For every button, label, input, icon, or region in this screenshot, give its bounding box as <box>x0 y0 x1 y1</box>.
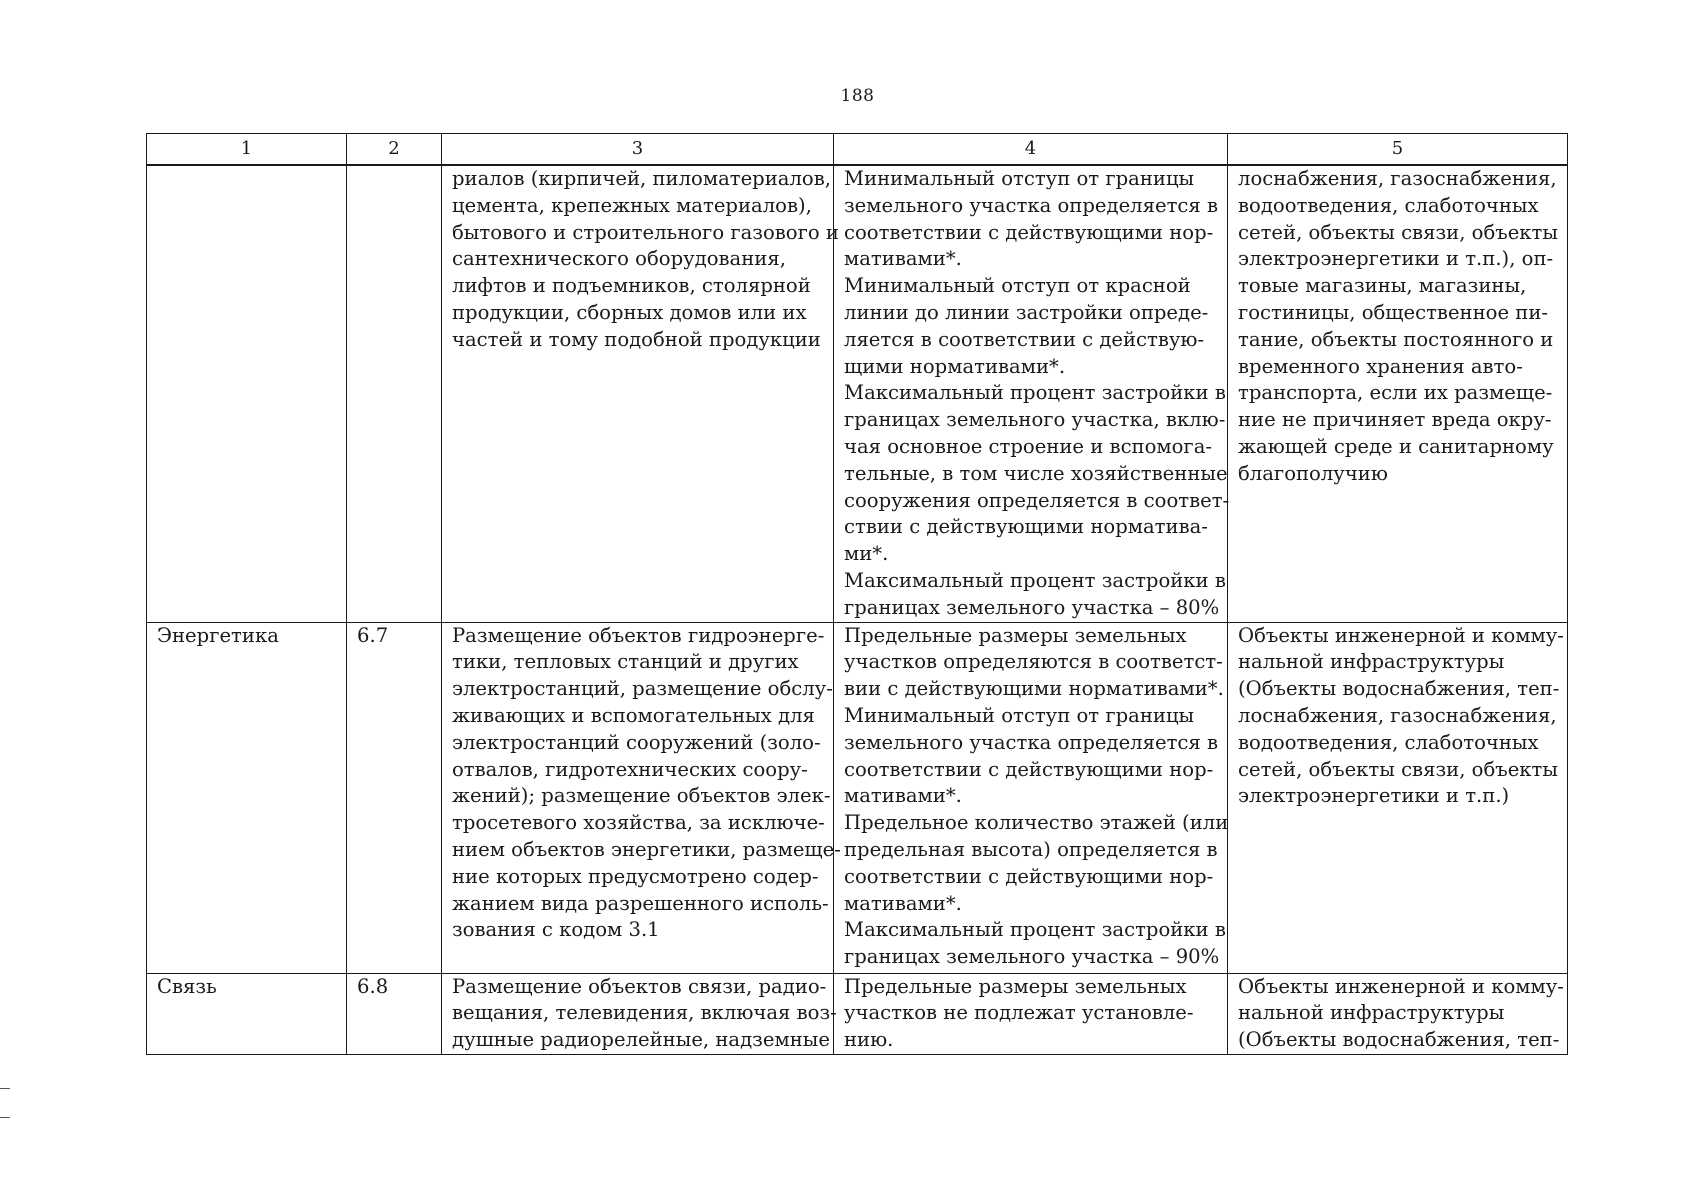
table-cell-col-2 <box>347 622 442 973</box>
cell-text-line: нию. <box>844 1028 894 1052</box>
cell-text-line: лоснабжения, газоснабжения, <box>1238 703 1557 727</box>
cell-text-line: водоотведения, слаботочных <box>1238 193 1539 217</box>
cell-text-line: бытового и строительного газового и <box>452 220 839 244</box>
scan-edge-mark <box>0 1088 10 1089</box>
table-cell-col-5 <box>1228 973 1568 1054</box>
cell-text-line: зования с кодом 3.1 <box>452 918 660 942</box>
cell-text-line: электростанций, размещение обслу- <box>452 677 833 701</box>
table-cell-col-4 <box>834 622 1228 973</box>
table-row-continuation <box>147 165 1568 622</box>
cell-text-line: чая основное строение и вспомога- <box>844 434 1213 458</box>
page-number: 188 <box>840 86 875 106</box>
cell-text-line: тики, тепловых станций и других <box>452 650 799 674</box>
table-row-energetika <box>147 622 1568 973</box>
table-cell-col-2 <box>347 165 442 622</box>
column-header-4: 4 <box>834 134 1228 166</box>
cell-text-line: гостиницы, общественное пи- <box>1238 300 1549 324</box>
cell-text-line: Предельное количество этажей (или <box>844 811 1229 835</box>
cell-text-line: Предельные размеры земельных <box>844 974 1187 998</box>
cell-text-line: Размещение объектов связи, радио- <box>452 974 827 998</box>
table-cell-col-4 <box>834 165 1228 622</box>
cell-text-line: щими нормативами*. <box>844 354 1066 378</box>
table-cell-col-5 <box>1228 165 1568 622</box>
cell-text-line: мативами*. <box>844 891 962 915</box>
cell-text-line: жающей среде и санитарному <box>1238 434 1554 458</box>
cell-text-line: сетей, объекты связи, объекты <box>1238 757 1558 781</box>
cell-text-line: линии до линии застройки опреде- <box>844 300 1209 324</box>
cell-text-line: благополучию <box>1238 461 1388 485</box>
cell-text-line: ние не причиняет вреда окру- <box>1238 408 1552 432</box>
cell-text-line: нальной инфраструктуры <box>1238 650 1505 674</box>
cell-text-line: Максимальный процент застройки в <box>844 381 1226 405</box>
cell-text-line: Минимальный отступ от границы <box>844 703 1195 727</box>
column-header-1: 1 <box>147 134 347 166</box>
cell-text-line: нием объектов энергетики, размеще- <box>452 837 841 861</box>
table-cell-col-3 <box>442 622 841 973</box>
cell-text-line: электростанций сооружений (золо- <box>452 730 821 754</box>
cell-text-line: соответствии с действующими нор- <box>844 220 1214 244</box>
cell-text-line: временного хранения авто- <box>1238 354 1523 378</box>
cell-text-line: отвалов, гидротехнических соору- <box>452 757 808 781</box>
table-cell-col-3 <box>442 973 837 1054</box>
cell-text-line: частей и тому подобной продукции <box>452 327 821 351</box>
table-cell-col-1 <box>147 622 347 973</box>
cell-text-line: сетей, объекты связи, объекты <box>1238 220 1558 244</box>
cell-text-line: транспорта, если их размеще- <box>1238 381 1553 405</box>
cell-text-line: электроэнергетики и т.п.) <box>1238 784 1510 808</box>
cell-text-line: Предельные размеры земельных <box>844 623 1187 647</box>
cell-text-line: душные радиорелейные, надземные <box>452 1028 830 1052</box>
cell-text-line: мативами*. <box>844 247 962 271</box>
cell-text-line: мативами*. <box>844 784 962 808</box>
cell-text-line: жанием вида разрешенного исполь- <box>452 891 829 915</box>
table-row-svyaz <box>147 973 1568 1054</box>
cell-text-line: тросетевого хозяйства, за исключе- <box>452 811 825 835</box>
table-cell-col-4 <box>834 973 1228 1054</box>
table-cell-col-3 <box>442 165 839 622</box>
cell-text-line: границах земельного участка, вклю- <box>844 408 1226 432</box>
cell-text-line: тание, объекты постоянного и <box>1238 327 1554 351</box>
cell-text-line: Минимальный отступ от границы <box>844 167 1195 190</box>
cell-text-line: сооружения определяется в соответ- <box>844 488 1230 512</box>
cell-text-line: товые магазины, магазины, <box>1238 274 1527 298</box>
cell-text-line: водоотведения, слаботочных <box>1238 730 1539 754</box>
land-use-table <box>146 133 1568 1055</box>
cell-text-line: границах земельного участка – 80% <box>844 595 1220 619</box>
cell-text-line: 6.8 <box>357 974 389 998</box>
cell-text-line: продукции, сборных домов или их <box>452 300 807 324</box>
cell-text-line: соответствии с действующими нор- <box>844 864 1214 888</box>
cell-text-line: (Объекты водоснабжения, теп- <box>1238 1028 1560 1052</box>
cell-text-line: ствии с действующими норматива- <box>844 515 1208 539</box>
cell-text-line: 6.7 <box>357 623 389 647</box>
column-header-2: 2 <box>347 134 442 166</box>
cell-text-line: Объекты инженерной и комму- <box>1238 974 1564 998</box>
cell-text-line: Минимальный отступ от красной <box>844 274 1191 298</box>
cell-text-line: Максимальный процент застройки в <box>844 918 1226 942</box>
cell-text-line: ляется в соответствии с действую- <box>844 327 1205 351</box>
cell-text-line: живающих и вспомогательных для <box>452 703 815 727</box>
table-cell-col-5 <box>1228 622 1568 973</box>
cell-text-line: границах земельного участка – 90% <box>844 945 1220 969</box>
cell-text-line: ние которых предусмотрено содер- <box>452 864 819 888</box>
table-cell-col-1 <box>147 165 347 622</box>
table-cell-col-1 <box>147 973 347 1054</box>
column-header-3: 3 <box>442 134 834 166</box>
cell-text-line: сантехнического оборудования, <box>452 247 786 271</box>
cell-text-line: тельные, в том числе хозяйственные <box>844 461 1228 485</box>
cell-text-line: вии с действующими нормативами*. <box>844 677 1224 701</box>
column-header-5: 5 <box>1228 134 1568 166</box>
table-body <box>147 165 1568 1054</box>
cell-text-line: предельная высота) определяется в <box>844 837 1218 861</box>
cell-text-line: Объекты инженерной и комму- <box>1238 623 1564 647</box>
table-header-row <box>147 134 1568 166</box>
cell-text-line: нальной инфраструктуры <box>1238 1001 1505 1025</box>
cell-text-line: цемента, крепежных материалов), <box>452 193 812 217</box>
cell-text-line: электроэнергетики и т.п.), оп- <box>1238 247 1554 271</box>
cell-text-line: лифтов и подъемников, столярной <box>452 274 811 298</box>
cell-text-line: участков не подлежат установле- <box>844 1001 1194 1025</box>
cell-text-line: риалов (кирпичей, пиломатериалов, <box>452 167 831 190</box>
cell-text-line: земельного участка определяется в <box>844 193 1219 217</box>
cell-text-line: лоснабжения, газоснабжения, <box>1238 167 1557 190</box>
cell-text-line: участков определяются в соответст- <box>844 650 1223 674</box>
cell-text-line: (Объекты водоснабжения, теп- <box>1238 677 1560 701</box>
cell-text-line: Энергетика <box>157 623 279 647</box>
cell-text-line: ми*. <box>844 542 889 566</box>
cell-text-line: Размещение объектов гидроэнерге- <box>452 623 825 647</box>
cell-text-line: земельного участка определяется в <box>844 730 1219 754</box>
table-cell-col-2 <box>347 973 442 1054</box>
cell-text-line: соответствии с действующими нор- <box>844 757 1214 781</box>
cell-text-line: Связь <box>157 974 217 998</box>
scan-edge-mark <box>0 1117 10 1118</box>
cell-text-line: вещания, телевидения, включая воз- <box>452 1001 837 1025</box>
cell-text-line: Максимальный процент застройки в <box>844 568 1226 592</box>
cell-text-line: жений); размещение объектов элек- <box>452 784 831 808</box>
